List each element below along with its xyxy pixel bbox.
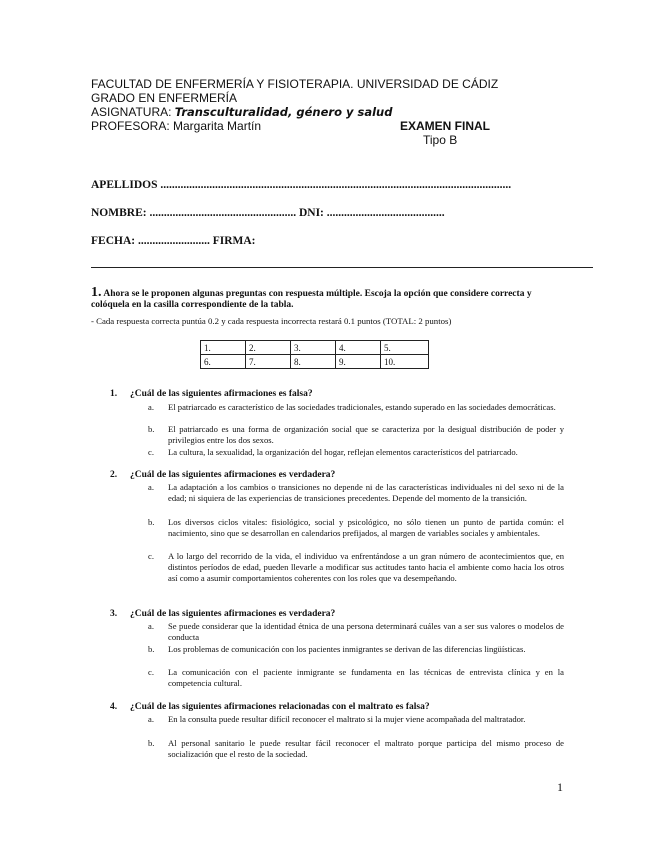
scoring-note: - Cada respuesta correcta puntúa 0.2 y cada respuesta incorrecta restará 0.1 puntos (TOTAL: 2 puntos) [91, 316, 452, 326]
answer-cell[interactable]: 2. [246, 341, 291, 355]
q3-option-b [148, 644, 564, 655]
option-letter: a. [148, 402, 154, 412]
answer-cell[interactable]: 1. [201, 341, 246, 355]
answer-cell[interactable]: 3. [291, 341, 336, 355]
instruction-text: Ahora se le proponen algunas preguntas con respuesta múltiple. Escoja la opción que considere correcta y colóquela en la casilla correspondiente de la tabla. [91, 289, 532, 310]
option-text: Los diversos ciclos vitales: fisiológico, social y psicológico, no sólo tienen un punto de partida común: el nacimiento, sino que se desarrollan en calendarios prefijados, al margen de variables sociales y ambientales. [168, 517, 564, 538]
option-letter: b. [148, 517, 155, 527]
table-row [201, 341, 429, 355]
option-letter: a. [148, 714, 154, 724]
q4-option-b [148, 738, 564, 760]
answer-cell[interactable]: 7. [246, 355, 291, 369]
option-letter: a. [148, 621, 154, 631]
section-instruction [91, 287, 561, 311]
option-text: El patriarcado es una forma de organización social que se caracteriza por la desigual distribución de poder y privilegios entre los dos sexos. [168, 424, 564, 445]
q3-option-a [148, 621, 564, 643]
question-number: 3. [110, 609, 118, 619]
nombre-dni-field[interactable]: NOMBRE: ................................................... DNI: ......................................... [91, 207, 445, 219]
professor-line: PROFESORA: Margarita Martín [91, 119, 262, 133]
option-text: Los problemas de comunicación con los pacientes inmigrantes se derivan de las diferencias lingüísticas. [168, 644, 526, 654]
question-number: 2. [110, 470, 118, 480]
option-letter: c. [148, 667, 154, 677]
subject-name: Transculturalidad, género y salud [174, 105, 393, 119]
option-letter: b. [148, 644, 155, 654]
option-text: La comunicación con el paciente inmigrante se fundamenta en las técnicas de entrevista clínica y en la competencia cultural. [168, 667, 564, 688]
question-1 [110, 389, 313, 400]
option-text: Se puede considerar que la identidad étnica de una persona determinará cuáles van a ser sus valores o modelos de conducta [168, 621, 564, 642]
q1-option-a [148, 402, 564, 413]
degree-line: GRADO EN ENFERMERÍA [91, 91, 238, 105]
fecha-firma-field[interactable]: FECHA: ......................... FIRMA: [91, 235, 256, 247]
question-text: ¿Cuál de las siguientes afirmaciones es verdadera? [130, 609, 336, 619]
option-text: En la consulta puede resultar difícil reconocer el maltrato si la mujer viene acompañada del maltratador. [168, 714, 526, 724]
exam-title: EXAMEN FINAL [400, 119, 490, 133]
question-4 [110, 702, 430, 713]
exam-type: Tipo B [423, 133, 458, 147]
question-text: ¿Cuál de las siguientes afirmaciones es verdadera? [130, 470, 336, 480]
option-text: El patriarcado es característico de las sociedades tradicionales, estando superado en las sociedades democráticas. [168, 402, 556, 412]
header-divider [91, 267, 593, 268]
question-2 [110, 470, 335, 481]
q2-option-c [148, 551, 564, 584]
q1-option-c [148, 447, 564, 458]
question-number: 1. [110, 389, 118, 399]
q1-option-b [148, 424, 564, 446]
question-3 [110, 609, 335, 620]
subject-label: ASIGNATURA: [91, 105, 175, 119]
q4-option-a [148, 714, 564, 725]
subject-line [91, 105, 392, 119]
page-number: 1 [557, 780, 563, 794]
option-text: La adaptación a los cambios o transiciones no depende ni de las características individuales ni del sexo ni de la edad; ni siquiera de las experiencias de transiciones precedentes. Depende del momento de la transición. [168, 482, 564, 503]
q3-option-c [148, 667, 564, 689]
option-text: Al personal sanitario le puede resultar fácil reconocer el maltrato porque participa del mismo proceso de socialización que el resto de la sociedad. [168, 738, 564, 759]
apellidos-field[interactable]: APELLIDOS .......................................................................................................................... [91, 179, 512, 191]
answer-cell[interactable]: 5. [381, 341, 429, 355]
option-letter: a. [148, 482, 154, 492]
q2-option-b [148, 517, 564, 539]
q2-option-a [148, 482, 564, 504]
answer-cell[interactable]: 6. [201, 355, 246, 369]
question-text: ¿Cuál de las siguientes afirmaciones relacionadas con el maltrato es falsa? [130, 702, 430, 712]
option-letter: b. [148, 424, 155, 434]
answer-cell[interactable]: 4. [336, 341, 381, 355]
option-text: A lo largo del recorrido de la vida, el individuo va enfrentándose a un gran número de acontecimientos que, en distintos períodos de edad, pueden llevarle a modificar sus actitudes tanto hacia el ambiente como hacia los otros así como a asumir comportamientos coherentes con los roles que va desempeñando. [168, 551, 564, 583]
answer-table [200, 340, 429, 369]
option-letter: b. [148, 738, 155, 748]
faculty-line: FACULTAD DE ENFERMERÍA Y FISIOTERAPIA. UNIVERSIDAD DE CÁDIZ [91, 77, 499, 91]
question-text: ¿Cuál de las siguientes afirmaciones es falsa? [130, 389, 313, 399]
answer-cell[interactable]: 10. [381, 355, 429, 369]
question-number: 4. [110, 702, 118, 712]
answer-cell[interactable]: 9. [336, 355, 381, 369]
option-letter: c. [148, 551, 154, 561]
answer-cell[interactable]: 8. [291, 355, 336, 369]
table-row [201, 355, 429, 369]
option-text: La cultura, la sexualidad, la organización del hogar, reflejan elementos característicos del patriarcado. [168, 447, 518, 457]
section-number: 1. [91, 285, 102, 300]
option-letter: c. [148, 447, 154, 457]
